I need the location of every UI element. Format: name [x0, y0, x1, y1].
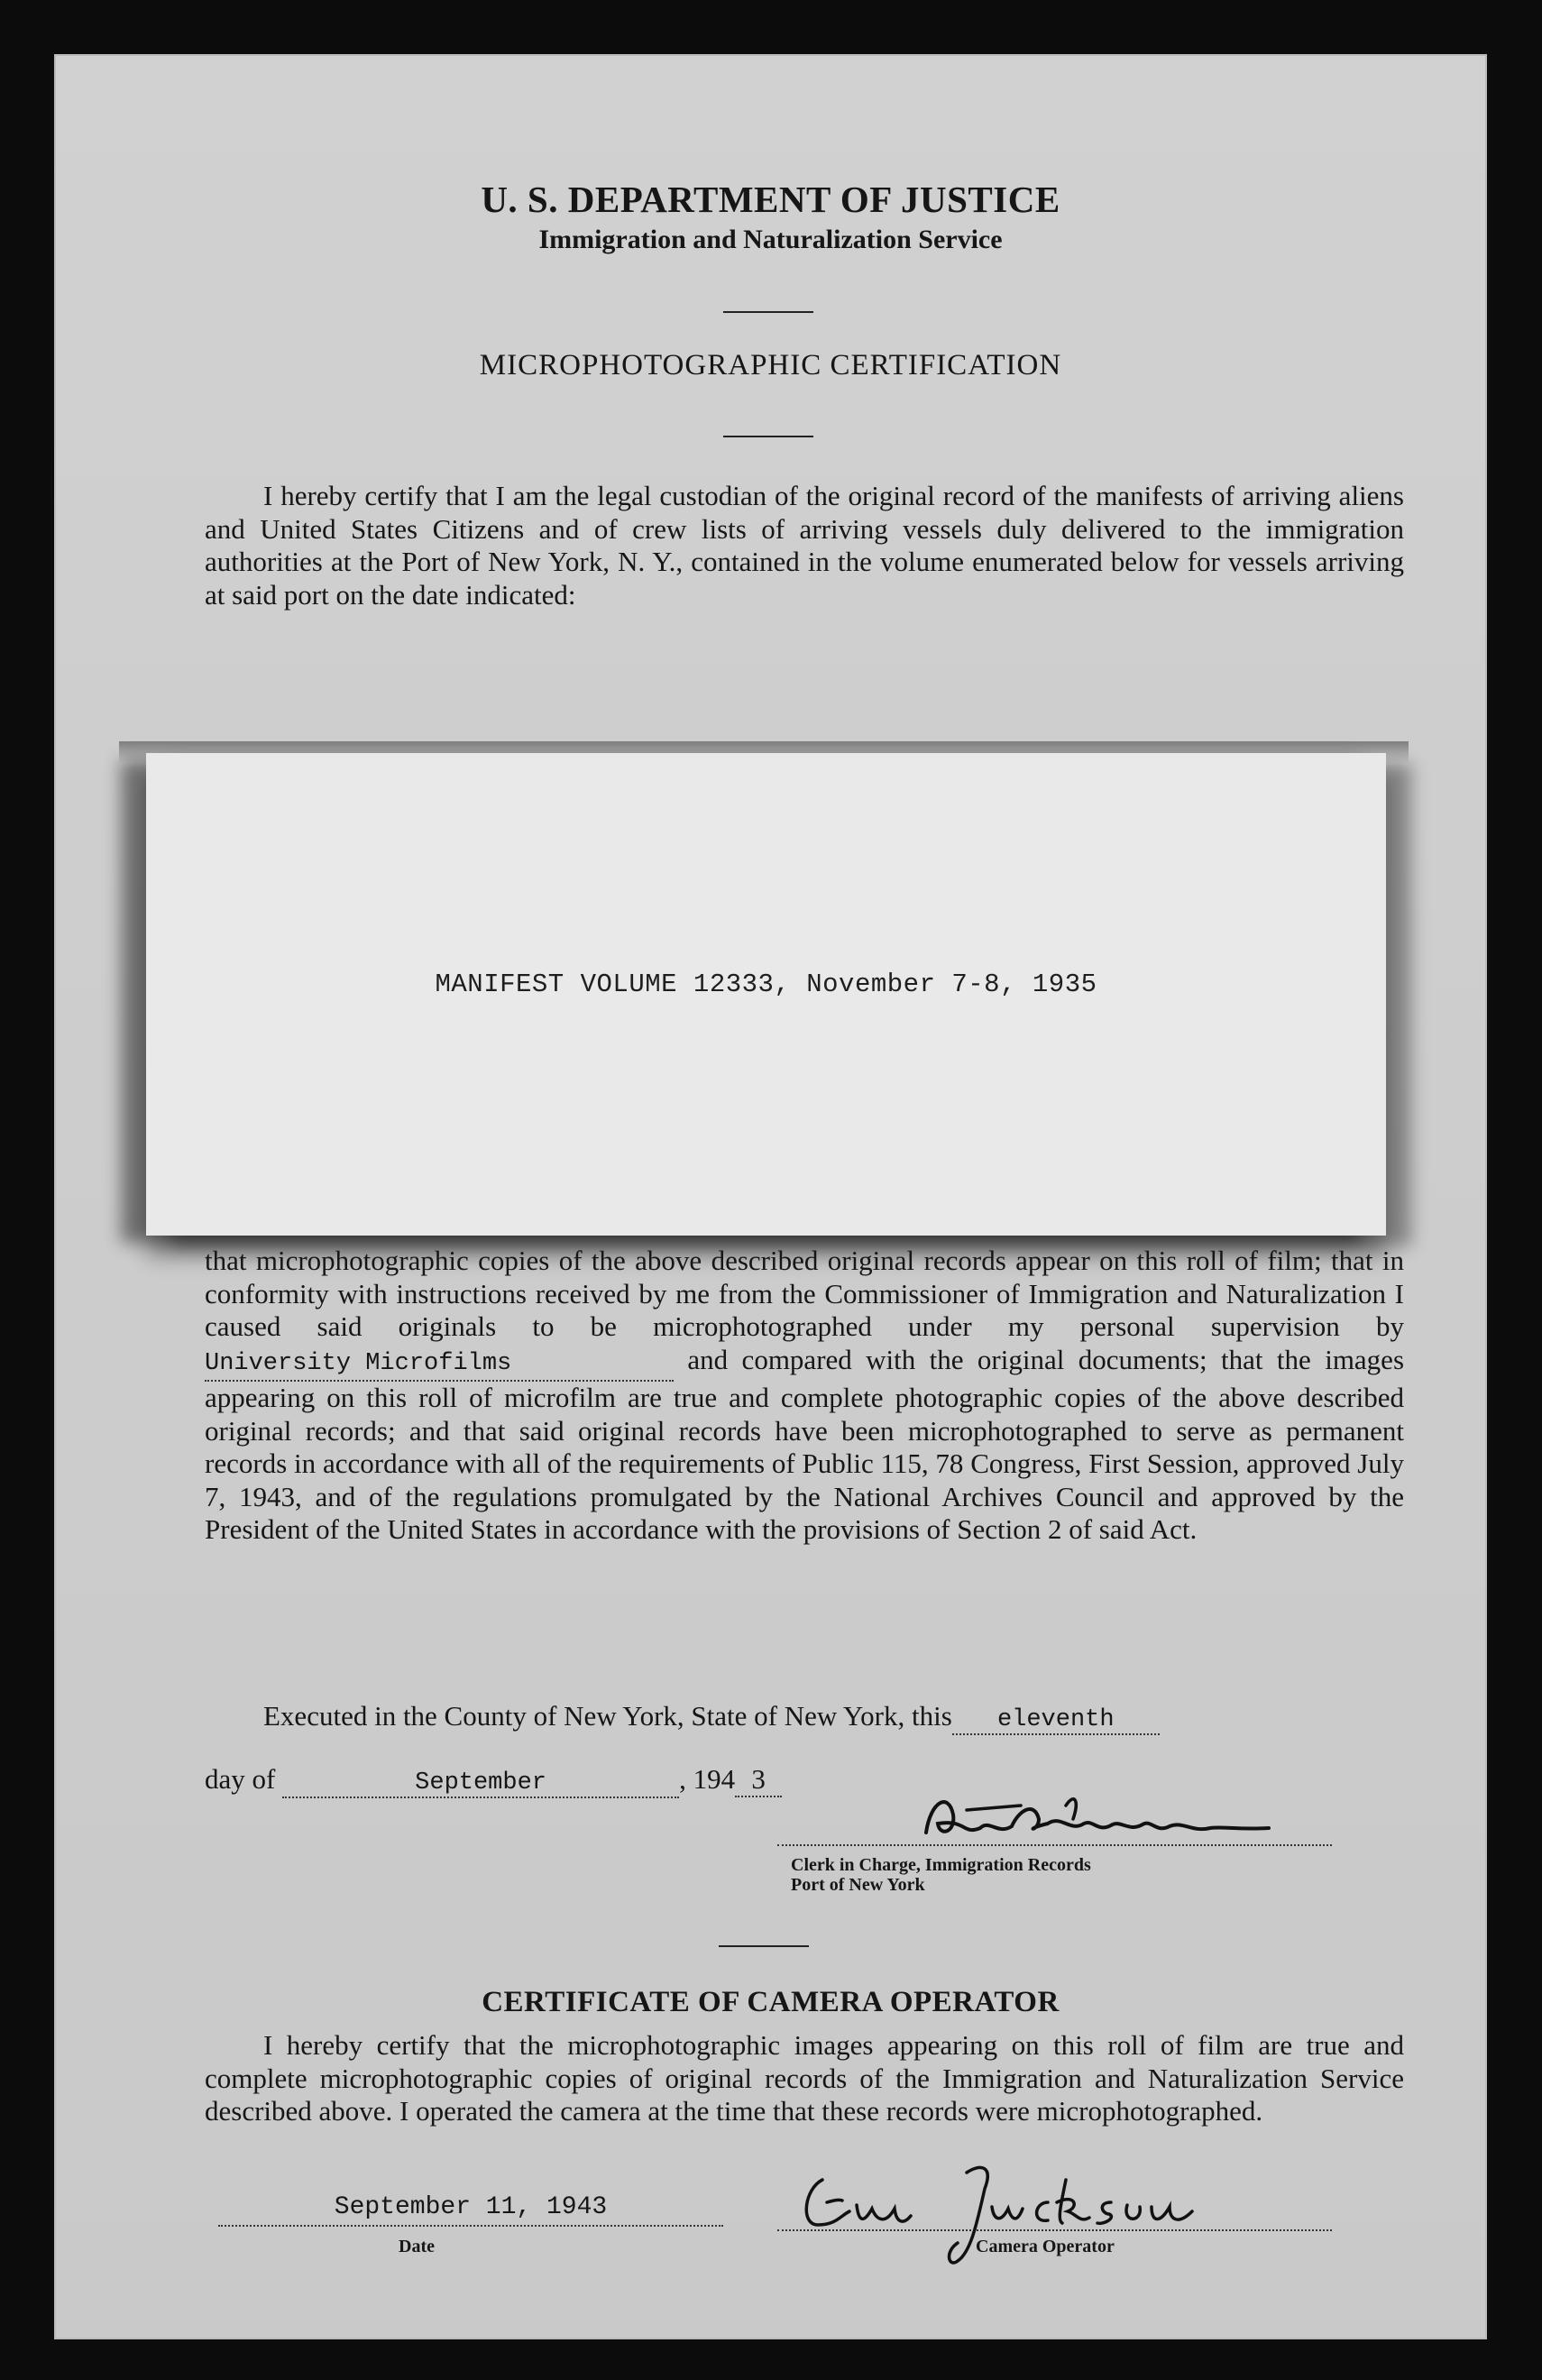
divider [723, 436, 813, 437]
camera-certificate-title: CERTIFICATE OF CAMERA OPERATOR [482, 1986, 1060, 2018]
clerk-title: Clerk in Charge, Immigration Records [791, 1855, 1091, 1875]
clerk-office: Port of New York [791, 1875, 925, 1895]
clerk-signature [913, 1783, 1291, 1851]
executed-text: Executed in the County of New York, State of New York, this [263, 1700, 952, 1732]
executed-line [263, 1700, 1160, 1735]
supervisor-fill: University Microfilms [205, 1347, 674, 1383]
divider [719, 1945, 809, 1947]
year-prefix: , 194 [679, 1763, 736, 1795]
day-of-line [205, 1763, 782, 1798]
date-fill: September 11, 1943 [218, 2193, 723, 2227]
year-digit-fill: 3 [735, 1763, 782, 1797]
certification-body [205, 1245, 1404, 1547]
department-title: U. S. DEPARTMENT OF JUSTICE [481, 179, 1060, 220]
month-fill: September [282, 1769, 679, 1798]
day-fill: eleventh [952, 1706, 1160, 1735]
body-post: and compared with the original documents; that the images appearing on this roll of microfilm are true and complete photographic copies of the above described original records; and that said original records have been microphotographed to serve as permanent records in accordance with all of the requirements of Public 115, 78 Congress, First Session, approved July 7, 1943, and of the regulations promulgated by the National Archives Council and approved by the President of the United States in accordance with the provisions of Section 2 of said Act. [205, 1343, 1405, 1545]
date-label: Date [399, 2237, 435, 2256]
form-title: MICROPHOTOGRAPHIC CERTIFICATION [479, 349, 1062, 381]
volume-insert-card [146, 753, 1386, 1236]
volume-label: MANIFEST VOLUME 12333, November 7-8, 1935 [435, 969, 1097, 999]
operator-signature [786, 2153, 1210, 2279]
day-of-text: day of [205, 1763, 276, 1795]
camera-statement: I hereby certify that the microphotographic images appearing on this roll of film are true and complete microphotographic copies of original records of the Immigration and Naturalization Service described above. I operated the camera at the time that these records were microphotographed. [205, 2029, 1404, 2127]
operator-label: Camera Operator [976, 2237, 1115, 2256]
service-subtitle: Immigration and Naturalization Service [538, 225, 1003, 254]
body-pre: that microphotographic copies of the above described original records appear on this roll of film; that in conformity with instructions received by me from the Commissioner of Immigration and Naturalization I caused said originals to be microphotographed under my personal supervision by [205, 1245, 1404, 1342]
clerk-caption [791, 1855, 1091, 1895]
custodian-statement: I hereby certify that I am the legal custodian of the original record of the manifests of arriving aliens and United States Citizens and of crew lists of arriving vessels duly delivered to the immigration authorities at the Port of New York, N. Y., contained in the volume enumerated below for vessels arriving at said port on the date indicated: [205, 480, 1404, 611]
divider [723, 311, 813, 313]
certificate-page [56, 56, 1485, 2338]
